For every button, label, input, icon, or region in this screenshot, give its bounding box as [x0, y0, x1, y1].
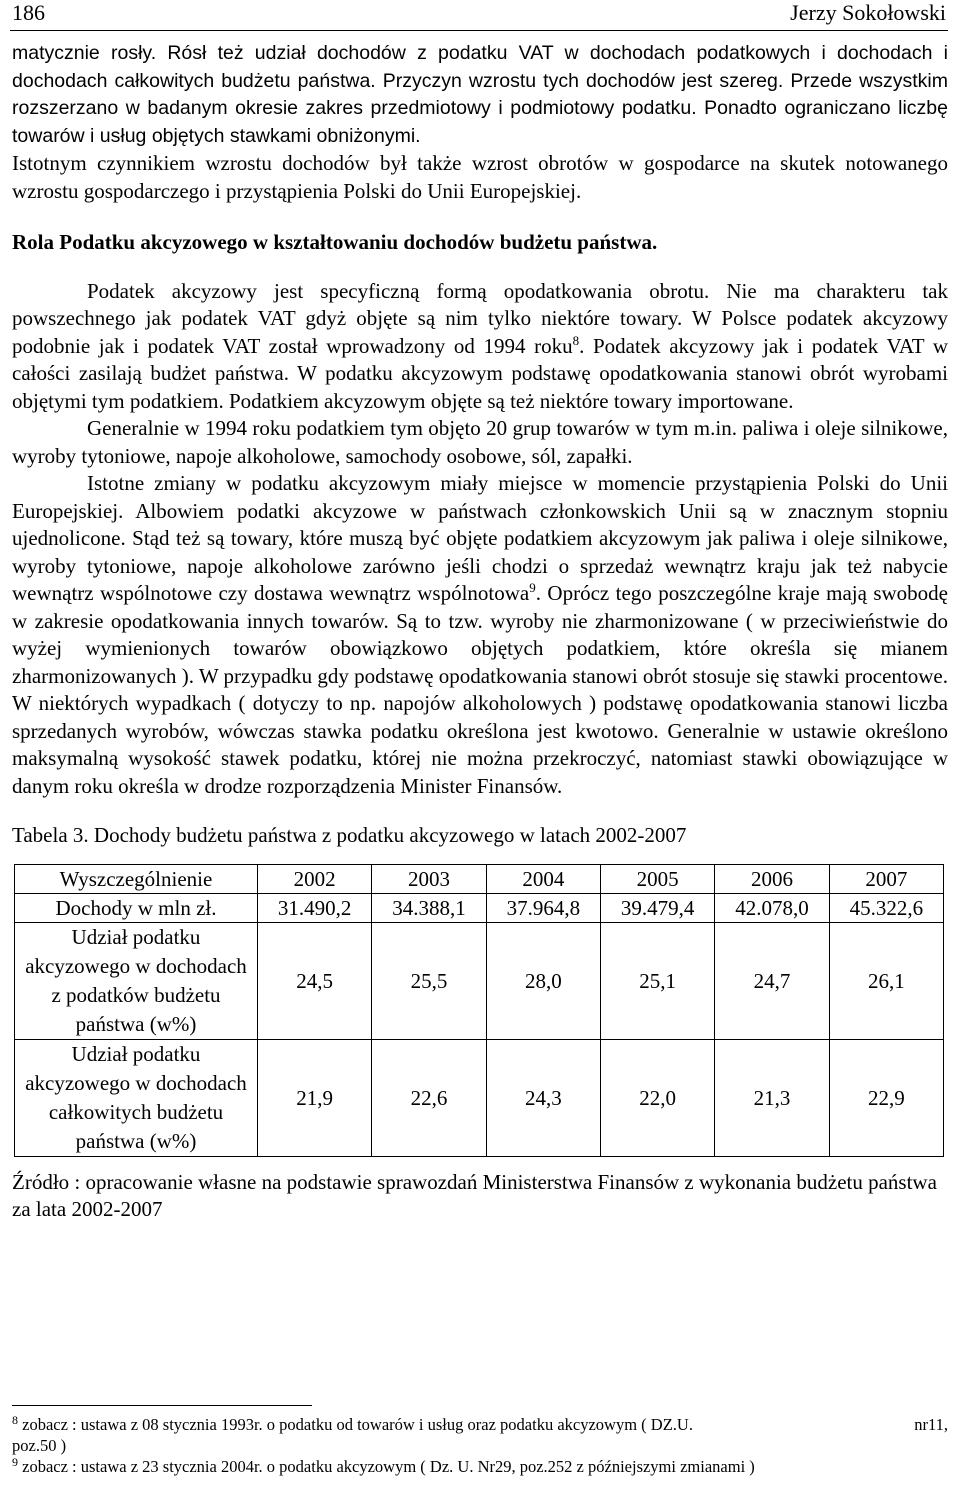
running-author: Jerzy Sokołowski — [790, 0, 946, 25]
table-row — [15, 922, 944, 1039]
table-cell: 37.964,8 — [486, 893, 600, 922]
page-number: 186 — [12, 0, 45, 25]
table-header-label: Wyszczególnienie — [15, 864, 258, 893]
footnote-8-body — [12, 1414, 693, 1435]
table-header-year: 2006 — [715, 864, 829, 893]
table-cell: 25,1 — [600, 922, 714, 1039]
footnote-8-mark: 8 — [12, 1413, 18, 1427]
table-cell: 22,9 — [829, 1039, 943, 1156]
footnote-ref-8[interactable]: 8 — [572, 332, 580, 348]
footnote-9-mark: 9 — [12, 1455, 18, 1469]
table-row-label: Udział podatku akcyzowego w dochodach całkowitych budżetu państwa (w%) — [15, 1039, 258, 1156]
table-source: Źródło : opracowanie własne na podstawie sprawozdań Ministerstwa Finansów z wykonania budżetu państwa za lata 2002-2007 — [12, 1169, 937, 1221]
footnote-ref-9[interactable]: 9 — [529, 580, 536, 595]
footnote-8-text: zobacz : ustawa z 08 stycznia 1993r. o podatku od towarów i usług oraz podatku akcyzowym ( DZ.U. — [22, 1415, 693, 1434]
table-cell: 45.322,6 — [829, 893, 943, 922]
paragraph-excise-intro — [12, 278, 948, 416]
footnote-9-text: zobacz : ustawa z 23 stycznia 2004r. o podatku akcyzowym ( Dz. U. Nr29, poz.252 z późniejszymi zmianami ) — [22, 1457, 755, 1476]
table-cell: 34.388,1 — [372, 893, 486, 922]
table-cell: 21,9 — [258, 1039, 372, 1156]
paragraph-turnover: Istotnym czynnikiem wzrostu dochodów był także wzrost obrotów w gospodarce na skutek notowanego wzrostu gospodarczego i przystąpienia Polski do Unii Europejskiej. — [12, 151, 948, 203]
paragraph-eu-changes-b: . Oprócz tego poszczególne kraje mają swobodę w zakresie opodatkowania innych towarów. Są to tzw. wyroby nie zharmonizowane ( w przeciwieństwie do wyżej wymienionych towarów obowiązkowo objętych podatkiem, które określa się mianem zharmonizowanych ). W przypadku gdy podstawę opodatkowania stanowi obrót stosuje się stawki procentowe. W niektórych wypadkach ( dotyczy to np. napojów alkoholowych ) podstawę opodatkowania stanowi liczba sprzedanych wyrobów, wówczas stawka podatku określona jest kwotowo. Generalnie w ustawie określono maksymalną wysokość stawek podatku, której nie można przekroczyć, natomiast stawki obowiązujące w danym roku określa w drodze rozporządzenia Minister Finansów. — [12, 581, 949, 798]
table-cell: 22,6 — [372, 1039, 486, 1156]
table-cell: 24,3 — [486, 1039, 600, 1156]
footnote-8 — [12, 1414, 948, 1435]
table-cell: 42.078,0 — [715, 893, 829, 922]
table-row-label: Udział podatku akcyzowego w dochodach z podatków budżetu państwa (w%) — [15, 922, 258, 1039]
table-header-year: 2002 — [258, 864, 372, 893]
footnote-divider — [12, 1405, 312, 1406]
table-cell: 31.490,2 — [258, 893, 372, 922]
footnote-8-tail: nr11, — [914, 1415, 948, 1434]
table-cell: 22,0 — [600, 1039, 714, 1156]
table-header-year: 2005 — [600, 864, 714, 893]
paragraph-eu-changes-a: Istotne zmiany w podatku akcyzowym miały miejsce w momencie przystąpienia Polski do Unii Europejskiej. Albowiem podatki akcyzowe w państwach członkowskich Unii są w znacznym stopniu ujednolicone. Stąd też są towary, które muszą być objęte podatkiem akcyzowym jak paliwa i oleje silnikowe, wyroby tytoniowe, napoje alkoholowe zarówno jeśli chodzi o sprzedaż wewnątrz kraju jak też nabycie wewnątrz wspólnotowe czy dostawa wewnątrz wspólnotowa — [12, 471, 948, 605]
table-row — [15, 1039, 944, 1156]
paragraph-vat-growth: matycznie rosły. Rósł też udział dochodów z podatku VAT w dochodach podatkowych i dochodach i dochodach całkowitych budżetu państwa. Przyczyn wzrostu tych dochodów jest szereg. Przede wszystkim rozszerzano w badanym okresie zakres przedmiotowy i podmiotowy podatku. Ponadto ograniczano liczbę towarów i usług objętych stawkami obniżonymi. — [12, 42, 948, 147]
table-cell: 21,3 — [715, 1039, 829, 1156]
paragraph-excise-intro-b: . Podatek akcyzowy jak i podatek VAT w całości zasilają budżet państwa. W podatku akcyzowym podstawę opodatkowania stanowi obrót wyrobami objętymi tym podatkiem. Podatkiem akcyzowym objęte są też niektóre towary importowane. — [12, 333, 948, 413]
table-cell: 28,0 — [486, 922, 600, 1039]
footnote-8-continuation: poz.50 ) — [12, 1436, 67, 1455]
footnote-9 — [12, 1456, 948, 1477]
table-header-row — [15, 864, 944, 893]
paragraph-eu-changes — [12, 470, 948, 800]
table-row-label: Dochody w mln zł. — [15, 893, 258, 922]
footnotes — [12, 1414, 948, 1477]
table-cell: 25,5 — [372, 922, 486, 1039]
section-heading: Rola Podatku akcyzowego w kształtowaniu dochodów budżetu państwa. — [12, 230, 658, 254]
table-cell: 39.479,4 — [600, 893, 714, 922]
body-text — [12, 40, 948, 1224]
excise-revenue-table — [14, 864, 944, 1157]
table-header-year: 2004 — [486, 864, 600, 893]
table-header-year: 2003 — [372, 864, 486, 893]
table-caption: Tabela 3. Dochody budżetu państwa z podatku akcyzowego w latach 2002-2007 — [12, 823, 687, 847]
table-cell: 26,1 — [829, 922, 943, 1039]
table-header-year: 2007 — [829, 864, 943, 893]
paragraph-excise-intro-a: Podatek akcyzowy jest specyficzną formą opodatkowania obrotu. Nie ma charakteru tak powszechnego jak podatek VAT gdyż objęte są nim tylko niektóre towary. W Polsce podatek akcyzowy podobnie jak i podatek VAT został wprowadzony od 1994 roku — [12, 278, 948, 358]
table-cell: 24,7 — [715, 922, 829, 1039]
paragraph-1994-goods: Generalnie w 1994 roku podatkiem tym objęto 20 grup towarów w tym m.in. paliwa i oleje silnikowe, wyroby tytoniowe, napoje alkoholowe, samochody osobowe, sól, zapałki. — [12, 416, 948, 468]
page-header — [10, 0, 948, 31]
table-cell: 24,5 — [258, 922, 372, 1039]
table-row — [15, 893, 944, 922]
